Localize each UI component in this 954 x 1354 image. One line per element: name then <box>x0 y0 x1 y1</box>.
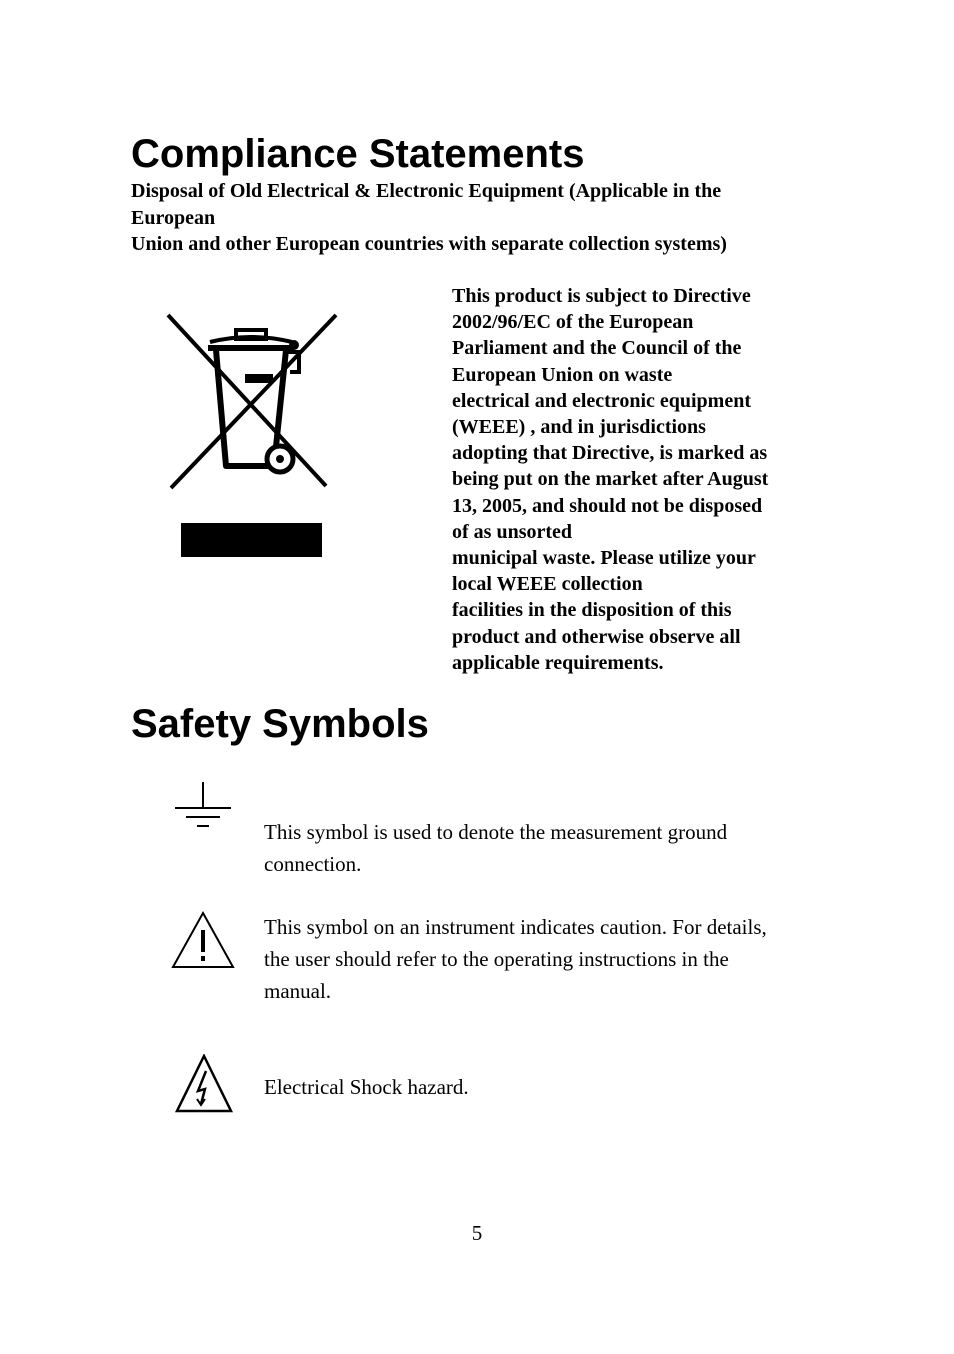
directive-line: 2002/96/EC of the European <box>452 311 694 334</box>
electrical-shock-icon <box>174 1054 234 1114</box>
directive-line: Parliament and the Council of the <box>452 337 742 360</box>
caution-description-line: the user should refer to the operating instructions in the <box>264 947 729 971</box>
directive-line: product and otherwise observe all <box>452 625 741 648</box>
directive-line: of as unsorted <box>452 520 573 543</box>
caution-description-line: manual. <box>264 979 332 1003</box>
page-number: 5 <box>471 1221 483 1245</box>
weee-subtitle <box>131 178 831 258</box>
compliance-title: Compliance Statements <box>131 132 585 176</box>
crossed-out-wheelie-bin-icon <box>166 312 341 562</box>
directive-line: This product is subject to Directive <box>452 285 751 307</box>
directive-line: 13, 2005, and should not be disposed <box>452 494 763 517</box>
directive-line: adopting that Directive, is marked as <box>452 442 768 465</box>
ground-description-line: connection. <box>264 852 362 876</box>
caution-icon <box>170 910 236 970</box>
caution-description-line: This symbol on an instrument indicates caution. For details, <box>264 915 767 939</box>
ground-description-line: This symbol is used to denote the measurement ground <box>264 820 728 844</box>
electrical-shock-description <box>264 1071 834 1103</box>
directive-line: European Union on waste <box>452 363 673 386</box>
subtitle-line: Disposal of Old Electrical & Electronic Equipment (Applicable in the <box>131 180 722 202</box>
directive-line: electrical and electronic equipment <box>452 389 752 412</box>
ground-description <box>264 816 834 880</box>
directive-line: local WEEE collection <box>452 573 643 596</box>
caution-description <box>264 911 834 1007</box>
electrical-shock-description-line: Electrical Shock hazard. <box>264 1075 469 1099</box>
directive-line: applicable requirements. <box>452 651 664 674</box>
subtitle-line: European <box>131 206 216 229</box>
directive-line: municipal waste. Please utilize your <box>452 547 756 570</box>
weee-directive-text <box>452 283 832 676</box>
directive-line: being put on the market after August <box>452 468 769 491</box>
directive-line: facilities in the disposition of this <box>452 599 732 622</box>
safety-title: Safety Symbols <box>131 702 429 746</box>
directive-line: (WEEE) , and in jurisdictions <box>452 416 706 439</box>
subtitle-line: Union and other European countries with separate collection systems) <box>131 233 727 255</box>
ground-icon <box>172 780 234 834</box>
